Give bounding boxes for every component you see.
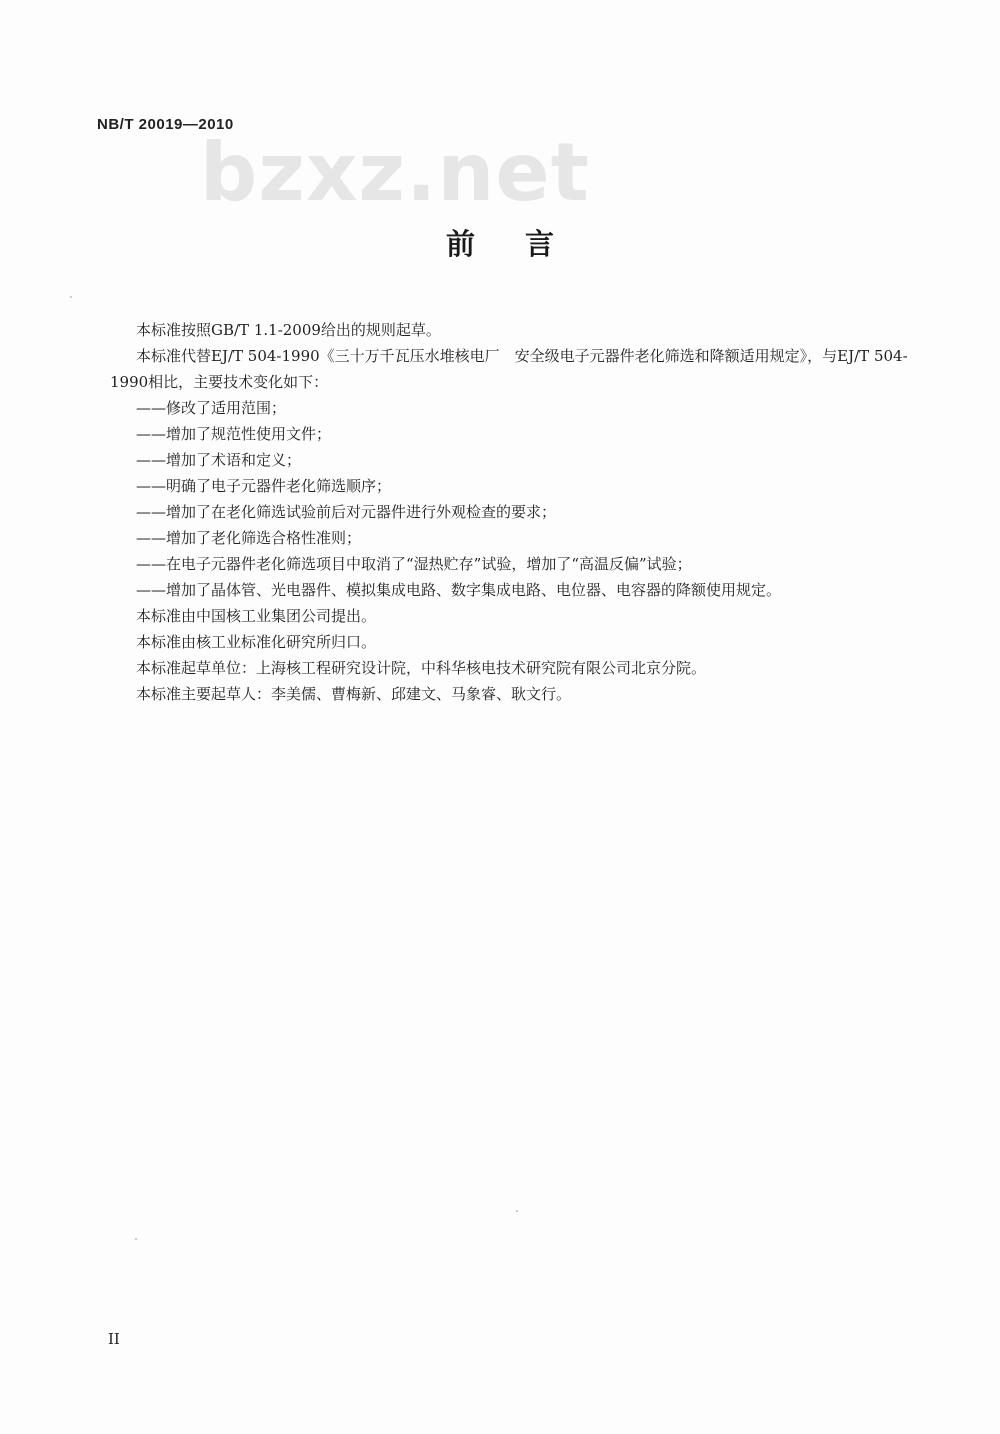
- document-code: NB/T 20019—2010: [97, 116, 234, 133]
- paragraph: 本标准代替EJ/T 504-1990《三十万千瓦压水堆核电厂 安全级电子元器件老化筛选和降额适用规定》，与EJ/T 504-1990相比，主要技术变化如下：: [110, 347, 908, 391]
- list-item: ——增加了晶体管、光电器件、模拟集成电路、数字集成电路、电位器、电容器的降额使用规定。: [136, 581, 782, 599]
- paragraph: 本标准由核工业标准化研究所归口。: [136, 633, 377, 651]
- scan-speck: [516, 1210, 518, 1212]
- preface-body: [110, 317, 910, 707]
- paragraph: 本标准按照GB/T 1.1-2009给出的规则起草。: [136, 321, 441, 339]
- list-item: ——在电子元器件老化筛选项目中取消了“湿热贮存”试验，增加了“高温反偏”试验；: [136, 555, 692, 573]
- scan-speck: [135, 1238, 137, 1240]
- list-item: ——增加了在老化筛选试验前后对元器件进行外观检查的要求；: [136, 503, 557, 521]
- paragraph: 本标准主要起草人：李美儒、曹梅新、邱建文、马象睿、耿文行。: [136, 685, 572, 703]
- page-number: II: [108, 1330, 120, 1348]
- list-item: ——修改了适用范围；: [136, 399, 287, 417]
- list-item: ——增加了术语和定义；: [136, 451, 302, 469]
- list-item: ——增加了规范性使用文件；: [136, 425, 332, 443]
- list-item: ——明确了电子元器件老化筛选顺序；: [136, 477, 392, 495]
- page-title: 前言: [445, 227, 604, 261]
- list-item: ——增加了老化筛选合格性准则；: [136, 529, 362, 547]
- paragraph: 本标准由中国核工业集团公司提出。: [136, 607, 377, 625]
- scan-speck: [70, 296, 72, 298]
- paragraph: 本标准起草单位：上海核工程研究设计院，中科华核电技术研究院有限公司北京分院。: [136, 659, 707, 677]
- watermark: bzxz.net: [200, 126, 590, 219]
